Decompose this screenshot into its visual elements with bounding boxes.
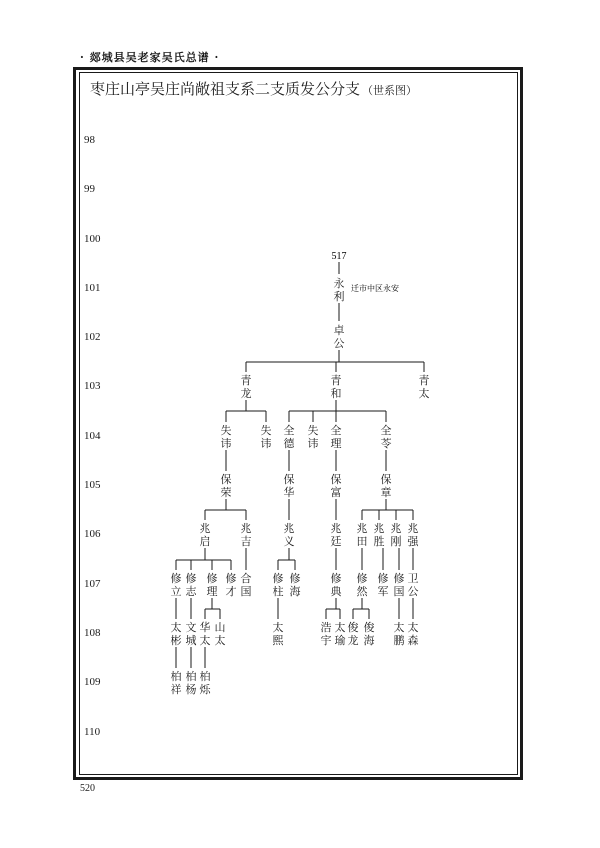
person-taibin: 太彬 [170, 621, 182, 647]
person-shiwei_b: 失讳 [260, 424, 272, 450]
person-zhaoqi: 兆启 [199, 522, 211, 548]
person-xiuli: 修立 [170, 572, 182, 598]
person-zhaotian: 兆田 [356, 522, 368, 548]
generation-label-102: 102 [84, 331, 101, 343]
person-quanling: 全苓 [380, 424, 392, 450]
person-boshuo: 柏烁 [199, 670, 211, 696]
book-title: · 郯城县吴老家吴氏总谱 · [80, 51, 220, 64]
person-weigong: 卫公 [407, 572, 419, 598]
generation-label-106: 106 [84, 528, 101, 540]
chart-title-text: 枣庄山亭吴庄尚敞祖支系二支质发公分支 [90, 80, 361, 98]
person-qingtai: 青太 [418, 374, 430, 400]
person-quanli: 全理 [330, 424, 342, 450]
person-taisen: 太森 [407, 621, 419, 647]
generation-label-104: 104 [84, 430, 101, 442]
generation-label-101: 101 [84, 282, 101, 294]
generation-label-98: 98 [84, 134, 95, 146]
person-xiuzhi: 修志 [185, 572, 197, 598]
person-yongli: 永利 [333, 277, 345, 303]
person-huatai: 华太 [199, 621, 211, 647]
person-boxiang: 柏祥 [170, 670, 182, 696]
person-zhaoqiang: 兆强 [407, 522, 419, 548]
person-quande: 全德 [283, 424, 295, 450]
person-baorong: 保荣 [220, 473, 232, 499]
person-heguo: 合国 [240, 572, 252, 598]
person-qinghe: 青和 [330, 374, 342, 400]
generation-label-108: 108 [84, 627, 101, 639]
person-zhaosheng: 兆胜 [373, 522, 385, 548]
generation-label-100: 100 [84, 233, 101, 245]
person-xiuran: 修然 [356, 572, 368, 598]
person-xiujun: 修军 [377, 572, 389, 598]
person-shantai: 山太 [214, 621, 226, 647]
root-number: 517 [331, 251, 347, 262]
person-qinglong: 青龙 [240, 374, 252, 400]
person-baofu: 保富 [330, 473, 342, 499]
person-taipeng: 太鹏 [393, 621, 405, 647]
person-zhaogang: 兆刚 [390, 522, 402, 548]
generation-label-99: 99 [84, 183, 95, 195]
person-shiwei_c: 失讳 [307, 424, 319, 450]
person-shiwei_a: 失讳 [220, 424, 232, 450]
generation-label-109: 109 [84, 676, 101, 688]
person-taixi: 太熙 [272, 621, 284, 647]
person-wencheng: 文城 [185, 621, 197, 647]
person-baozhang: 保章 [380, 473, 392, 499]
person-haoyu: 浩宇 [320, 621, 332, 647]
person-zhuogong: 卓公 [333, 324, 345, 350]
person-zhaoyi: 兆义 [283, 522, 295, 548]
person-xiuguo: 修国 [393, 572, 405, 598]
generation-label-103: 103 [84, 380, 101, 392]
tree-connector-lines [176, 262, 424, 668]
person-xiuli2: 修理 [206, 572, 218, 598]
root-location-note: 迁市中区永安 [351, 284, 399, 293]
person-xiuhai: 修海 [289, 572, 301, 598]
person-junlong: 俊龙 [347, 621, 359, 647]
generation-label-105: 105 [84, 479, 101, 491]
person-xiudian: 修典 [330, 572, 342, 598]
person-xiuzhu: 修柱 [272, 572, 284, 598]
tree-names [171, 277, 430, 696]
person-junhai: 俊海 [363, 621, 375, 647]
chart-subtitle: （世系图） [362, 84, 418, 97]
person-baohua: 保华 [283, 473, 295, 499]
person-xiucai: 修才 [225, 572, 237, 598]
page-number: 520 [80, 783, 95, 794]
person-boyang: 柏杨 [185, 670, 197, 696]
person-taiyu: 太瑜 [334, 621, 346, 647]
person-zhaoting: 兆廷 [330, 522, 342, 548]
person-zhaoji: 兆吉 [240, 522, 252, 548]
generation-label-107: 107 [84, 578, 101, 590]
generation-label-110: 110 [84, 726, 101, 738]
